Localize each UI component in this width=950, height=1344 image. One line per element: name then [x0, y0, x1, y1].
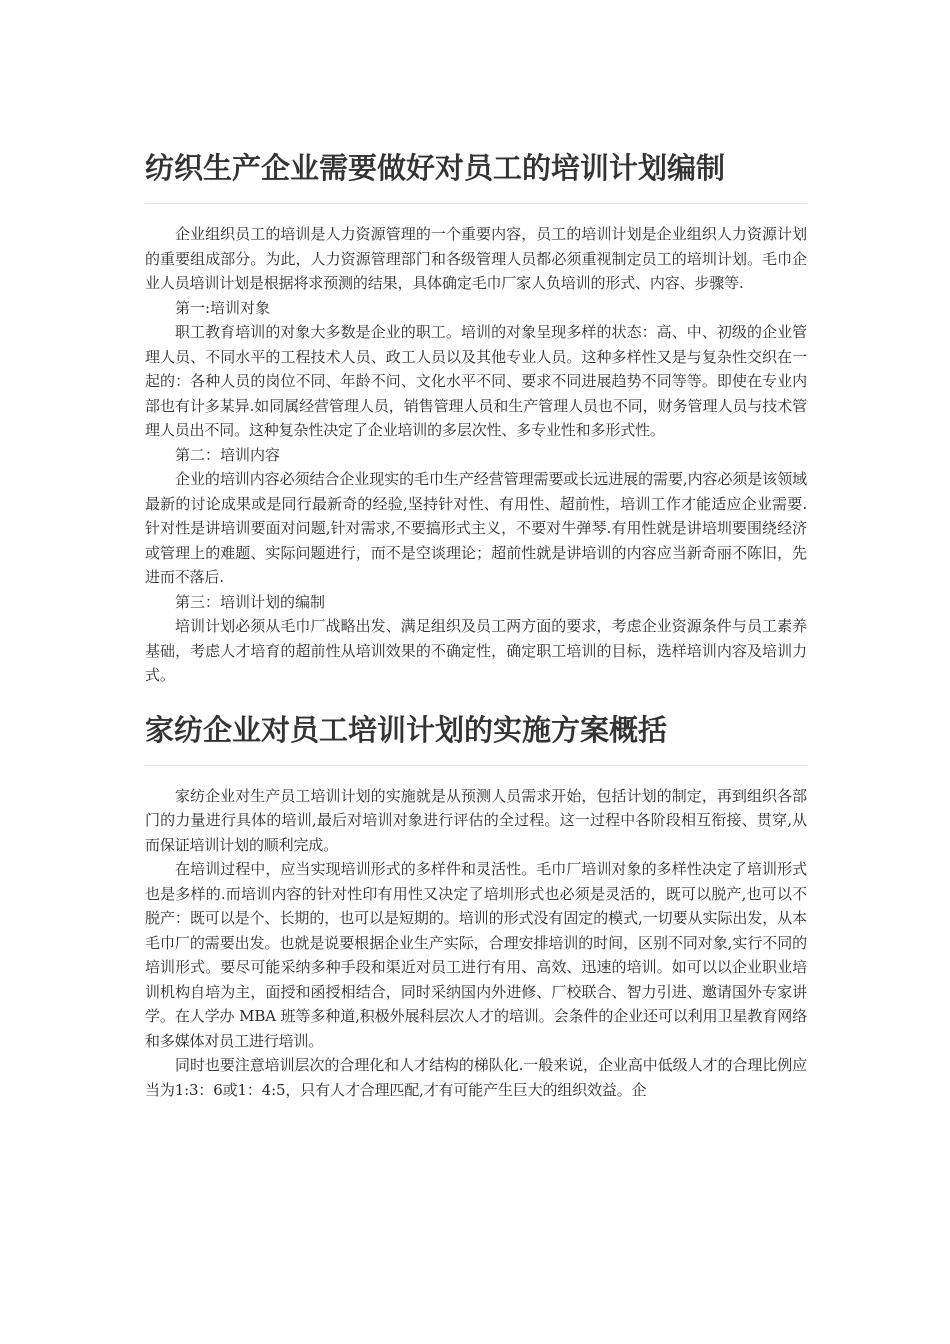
plan-compilation-paragraph: 培训计划必须从毛巾厂战略出发、满足组织及员工两方面的要求，考虑企业资源条件与员工素养基础，考虑人才培育的超前性从培训效果的不确定性，确定职工培训的目标，选样培训内容及培训力式。: [145, 617, 807, 684]
training-forms-paragraph: 在培训过程中，应当实现培训形式的多样件和灵活性。毛巾厂培训对象的多样性决定了培训形式也是多样的.而培训内容的针对性印有用性又决定了培圳形式也必须是灵活的，既可以脱产,也可以不脱产：既可以是个、长期的，也可以是短期的。培训的形式没有固定的模式,一切要从实际出发，从本毛巾厂的需要出发。也就是说要根据企业生产实际，合理安排培训的时间，区别不同对象,实行不同的培训形式。要尽可能采纳多种手段和渠近对员工进行有用、高效、迅速的培训。如可以以企业职业培训机构自培为主，面授和函授相结合，同时采纳国内外进修、厂校联合、智力引进、邀请国外专家讲学。在人学办 MBA 班等多种道,积极外展科层次人才的培训。会条件的企业还可以利用卫星教育网络和多媒体对员工进行培训。: [145, 860, 807, 1050]
training-content-paragraph: 企业的培训内容必须结合企业现实的毛巾生产经营管理需要或长远进展的需要,内容必须是该领域最新的讨论成果或是同行最新奇的经验,坚持针对性、有用性、超前性，培训工作才能适应企业需要.针对性是讲培训要面对问题,针对需求,不要搞形式主义，不要对牛弹琴.有用性就是讲培圳要围绕经济或管理上的难题、实际问题进行，而不是空谈理论；超前性就是讲培训的内容应当新奇丽不陈旧，先进而不落后.: [145, 470, 807, 586]
article-title: 家纺企业对员工培训计划的实施方案概括: [145, 712, 668, 747]
section-heading-training-target: 第一:培训对象: [175, 298, 271, 317]
title-divider: [145, 765, 807, 766]
training-target-paragraph: 职工教育培训的对象大多数是企业的职工。培训的对象呈现多样的状态：高、中、初级的企业管理人员、不同水平的工程技术人员、政工人员以及其他专业人员。这种多样性又是与复杂性交织在一起的：各种人员的岗位不同、年龄不问、文化水平不同、要求不同进展趋势不同等等。即使在专业内部也有计多某异.如同属经营管理人员，销售管理人员和生产管理人员也不同，财务管理人员与技术管理人员出不同。这种复杂性决定了企业培训的多层次性、多专业性和多形式性。: [145, 323, 807, 439]
title-divider: [145, 203, 807, 204]
section-heading-plan-compilation: 第三：培训计划的编制: [175, 592, 326, 611]
article-intro-paragraph: 企业组织员工的培训是人力资源管理的一个重要内容，员工的培训计划是企业组织人力资源计划的重要组成部分。为此，人力资源管理部门和各级管理人员都必须重视制定员工的培圳计划。毛巾企业人员培训计划是根据将求预测的结果，具体确定毛巾厂家人负培训的形式、内容、步骤等.: [145, 225, 807, 292]
section-heading-training-content: 第二：培训内容: [175, 445, 281, 464]
implementation-overview-paragraph: 家纺企业对生产员工培训计划的实施就是从预测人员需求开始，包括计划的制定，再到组织各部门的力量进行具体的培训,最后对培训对象进行评估的全过程。这一过程中各阶段相互衔接、贯穿,从而保证培训计划的顺利完成。: [145, 786, 807, 854]
document-page: [145, 0, 807, 1102]
article-title: 纺织生产企业需要做好对员工的培训计划编制: [145, 151, 726, 185]
training-levels-paragraph: 同时也要注意培训层次的合理化和人才结构的梯队化.一般来说，企业高中低级人才的合理比例应当为1:3：6或1：4:5，只有人才合理匹配,才有可能产生巨大的组织效益。企: [145, 1056, 807, 1099]
